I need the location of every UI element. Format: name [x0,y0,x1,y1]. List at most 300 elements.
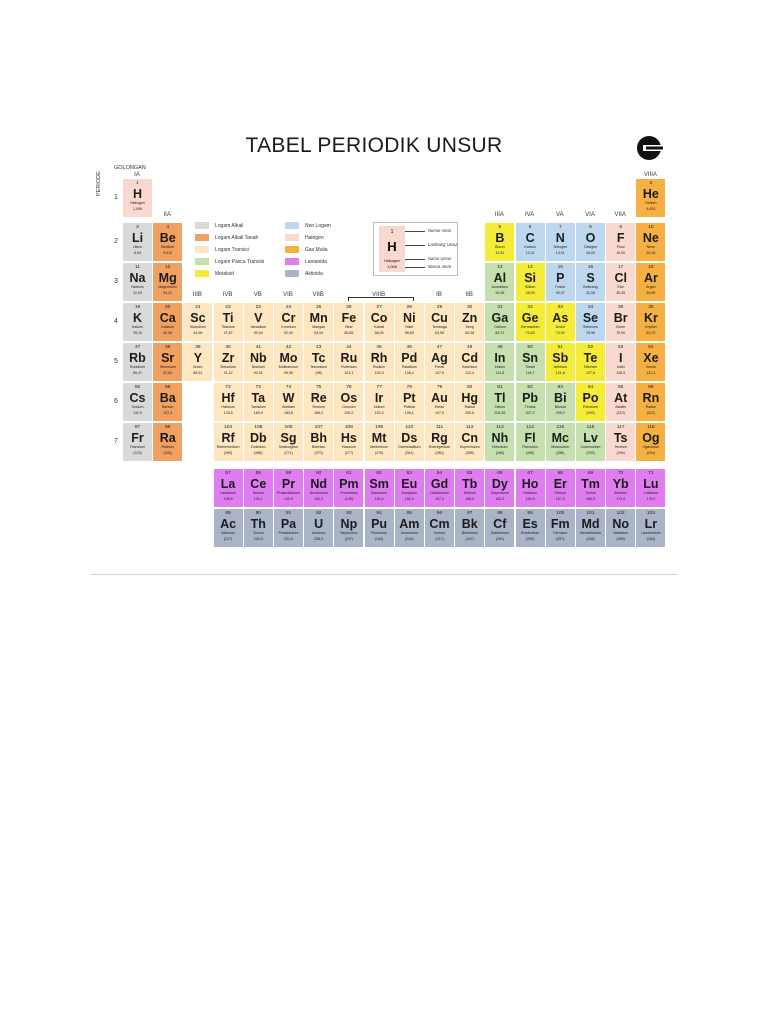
periode-label: PERIODE [96,171,102,196]
element-symbol: Nb [249,351,267,365]
element-symbol: No [612,517,630,531]
group-label-iiib: IIIB [192,292,202,298]
element-number: 35 [618,305,624,310]
element-number: 39 [195,345,201,350]
group-label-viiia: VIIIA [643,172,657,178]
element-symbol: Lr [644,517,658,531]
element-cell-se [576,303,605,341]
group-label-va: VA [556,212,564,218]
element-number: 5 [498,225,502,230]
element-number: 10 [648,225,654,230]
element-cell-np [334,509,363,547]
element-mass: 168,9 [586,497,595,501]
key-label-nomor-atom: Nomor Atom [428,228,452,233]
element-number: 113 [496,425,504,430]
element-mass: 55,85 [344,331,354,335]
element-name: Renium [312,405,325,409]
element-mass: (265) [223,451,233,455]
element-mass: 102,9 [374,371,384,375]
element-name: Silikon [524,285,536,289]
element-mass: 88,91 [193,371,203,375]
element-number: 20 [165,305,171,310]
element-number: 63 [406,471,412,476]
element-mass: 140,9 [284,497,293,501]
element-name: Teknesium [310,365,328,369]
legend-swatch [285,270,299,277]
legend-swatch [285,222,299,229]
group-label-vib: VIB [283,292,293,298]
element-mass: 19,00 [616,251,626,255]
legend-item [195,270,234,278]
legend-label: Logam Pasca Transisi [215,259,265,265]
element-number: 7 [558,225,562,230]
element-name: Indium [494,365,506,369]
element-name: Oganeson [642,445,660,449]
key-pointer-line [405,245,425,246]
element-mass: (222) [646,411,656,415]
element-mass: 101,1 [344,371,354,375]
element-cell-fm [546,509,575,547]
element-name: Magnesium [158,285,177,289]
element-cell-i [606,343,635,381]
element-mass: 132,9 [133,411,142,415]
element-name: Neodimium [309,491,328,495]
element-name: Berkelium [461,531,478,535]
element-cell-nb [244,343,273,381]
element-name: Skandium [189,325,206,329]
element-mass: 20,18 [646,251,656,255]
element-name: Vanadium [250,325,267,329]
element-name: Flerovium [522,445,538,449]
element-symbol: He [642,187,659,201]
element-mass: 164,9 [525,497,535,501]
element-mass: 85,47 [133,371,142,375]
element-number: 82 [527,385,533,390]
element-number: 80 [467,385,473,390]
element-mass: 173,0 [616,497,626,501]
element-symbol: Rf [221,431,235,445]
element-mass: 28,09 [525,291,535,295]
element-symbol: Ag [431,351,448,365]
element-mass: 178,5 [223,411,233,415]
element-mass: (294) [646,451,656,455]
element-name: Germanium [520,325,540,329]
element-mass: 9,012 [163,251,173,255]
element-cell-re [304,383,333,421]
element-number: 29 [436,305,443,310]
element-number: 71 [648,471,654,476]
element-cell-rg [425,423,454,461]
legend-swatch [195,270,209,277]
element-cell-na [123,263,152,301]
element-cell-yb [606,469,635,507]
element-symbol: Nh [491,431,509,445]
element-cell-ag [425,343,454,381]
element-number: 50 [527,345,533,350]
element-mass: 232,0 [253,537,263,541]
element-mass: (289) [525,451,535,455]
element-number: 48 [467,345,473,350]
element-mass: (258) [586,537,595,541]
key-label-nama-unsur: Nama Unsur [428,256,452,261]
legend-item [285,270,323,278]
element-symbol: Rn [642,391,660,405]
element-cell-sm [365,469,394,507]
element-number: 1 [136,181,139,186]
element-cell-ho [516,469,545,507]
period-label-2: 2 [114,238,118,245]
element-name: Nobelium [613,531,629,535]
element-symbol: Og [642,431,660,445]
element-mass: (277) [344,451,354,455]
element-number: 17 [618,265,624,270]
element-name: Tenesin [614,445,627,449]
element-name: Kadmium [462,365,478,369]
element-cell-bk [455,509,484,547]
element-number: 23 [255,305,261,310]
element-cell-cd [455,343,484,381]
legend-item [195,246,249,254]
element-name: Erbium [554,491,566,495]
element-number: 21 [195,305,201,310]
element-name: Neptunium [340,531,358,535]
element-mass: 200,6 [465,411,475,415]
element-cell-n [546,223,575,261]
element-number: 85 [618,385,624,390]
element-cell-pb [516,383,545,421]
element-mass: (294) [616,451,625,455]
element-cell-fe [334,303,363,341]
element-symbol: O [585,231,596,245]
element-mass: 40,08 [163,331,173,335]
element-symbol: Cr [281,311,296,325]
element-name: Klor [617,285,624,289]
element-cell-ts [606,423,635,461]
element-symbol: Bk [461,517,478,531]
element-name: Serium [252,491,264,495]
element-symbol: Ir [374,391,384,405]
element-name: Fransium [130,445,145,449]
element-number: 37 [134,345,141,350]
element-symbol: Ga [491,311,509,325]
element-name: Tembaga [432,325,447,329]
element-cell-cm [425,509,454,547]
element-cell-au [425,383,454,421]
element-symbol: Mc [551,431,569,445]
key-mass: 1,008 [387,265,397,269]
element-mass: 150,4 [374,497,384,501]
element-cell-kr [636,303,665,341]
element-symbol: Mo [279,351,298,365]
element-cell-sb [546,343,575,381]
periodic-table-document [90,126,678,575]
element-cell-tb [455,469,484,507]
element-cell-rf [214,423,243,461]
element-number: 106 [284,425,293,430]
page-title: TABEL PERIODIK UNSUR [245,134,503,157]
element-symbol: Es [522,517,538,531]
element-symbol: Sr [161,351,175,365]
element-cell-ta [244,383,273,421]
element-mass: (247) [465,537,474,541]
element-mass: 87,62 [163,371,173,375]
element-name: Aluminium [491,285,509,289]
element-number: 117 [616,425,625,430]
element-cell-ni [395,303,424,341]
element-mass: 65,38 [465,331,475,335]
element-mass: 54,94 [314,331,324,335]
element-number: 41 [255,345,261,350]
element-name: Rutherfordium [216,445,240,449]
element-number: 76 [346,385,352,390]
element-symbol: Tl [494,391,506,405]
element-number: 51 [557,345,563,350]
element-number: 15 [557,265,563,270]
element-symbol: Cn [461,431,479,445]
element-cell-no [606,509,635,547]
element-name: Iterbium [614,491,628,495]
element-number: 90 [255,511,261,516]
element-cell-cl [606,263,635,301]
element-symbol: Ca [159,311,176,325]
element-name: Prometium [340,491,358,495]
element-symbol: Ho [521,477,539,491]
element-name: Protaktinium [278,531,299,535]
element-number: 94 [376,511,382,516]
element-number: 42 [285,345,292,350]
element-mass: 10,81 [495,251,505,255]
element-number: 62 [376,471,382,476]
element-name: Nitrogen [553,245,568,249]
element-number: 24 [285,305,292,310]
element-name: Antimon [553,365,567,369]
element-symbol: F [616,231,625,245]
element-cell-th [244,509,273,547]
element-number: 89 [225,511,231,516]
element-number: 57 [225,471,231,476]
element-mass: 63,55 [435,331,444,335]
key-number: 1 [390,229,394,235]
element-cell-he [636,179,665,217]
element-cell-fr [123,423,152,461]
element-name: Terbium [463,491,477,495]
element-name: Rodium [372,365,386,369]
element-cell-rb [123,343,152,381]
element-symbol: Cl [614,271,627,285]
element-number: 4 [166,225,170,230]
element-name: Kurium [433,531,446,535]
legend-label: Gas Mulia [305,247,328,253]
element-name: Bismut [554,405,566,409]
element-number: 83 [557,385,563,390]
element-mass: 91,22 [223,371,233,375]
legend-item [195,258,264,266]
element-number: 26 [346,305,352,310]
element-cell-hf [214,383,243,421]
element-symbol: Bi [554,391,567,405]
element-name: Telurium [583,365,598,369]
element-mass: 32,06 [586,291,595,295]
element-symbol: Te [583,351,598,365]
element-number: 95 [406,511,412,516]
element-name: Selenium [583,325,598,329]
element-cell-w [274,383,303,421]
element-number: 2 [649,181,653,186]
element-number: 78 [406,385,412,390]
element-name: Hidrogen [130,201,145,205]
element-mass: 195,1 [404,411,414,415]
group-label-ib: IB [436,292,442,298]
element-number: 75 [316,385,322,390]
element-cell-pu [365,509,394,547]
element-number: 18 [648,265,654,270]
element-symbol: Tb [462,477,478,491]
element-mass: 35,45 [616,291,626,295]
element-symbol: Fm [550,517,570,531]
element-number: 93 [346,511,352,516]
element-mass: (280) [435,451,444,455]
element-symbol: C [525,231,535,245]
element-symbol: Ar [643,271,658,285]
element-cell-fl [516,423,545,461]
period-label-1: 1 [114,194,118,201]
element-name: Kalium [132,325,143,329]
element-symbol: Fl [524,431,536,445]
element-symbol: Pt [403,391,416,405]
element-number: 53 [618,345,624,350]
element-symbol: Hg [461,391,479,405]
element-mass: (251) [495,537,505,541]
element-name: Disprosium [490,491,509,495]
element-cell-cr [274,303,303,341]
element-cell-al [485,263,514,301]
element-symbol: U [314,517,324,531]
element-number: 34 [587,305,594,310]
element-cell-pa [274,509,303,547]
key-symbol: H [387,239,397,254]
element-number: 56 [165,385,171,390]
element-name: Radium [161,445,174,449]
element-number: 79 [436,385,443,390]
element-cell-co [365,303,394,341]
element-name: Berilium [161,245,175,249]
element-symbol: Na [129,271,146,285]
element-mass: (293) [586,451,595,455]
element-symbol: Ba [159,391,176,405]
element-symbol: Xe [643,351,659,365]
element-name: Talium [494,405,506,409]
element-name: Paladium [401,365,417,369]
element-cell-zn [455,303,484,341]
element-mass: 209,0 [555,411,565,415]
element-symbol: Cf [493,517,507,531]
element-cell-nd [304,469,333,507]
element-cell-b [485,223,514,261]
element-mass: 4,003 [646,207,656,211]
element-name: Emas [434,405,445,409]
element-number: 49 [497,345,503,350]
element-symbol: Po [582,391,599,405]
element-mass: 95,96 [284,371,293,375]
element-symbol: Pa [280,517,297,531]
element-number: 96 [436,511,443,516]
element-cell-gd [425,469,454,507]
element-cell-os [334,383,363,421]
element-mass: 14,01 [555,251,565,255]
element-cell-c [516,223,545,261]
element-mass: 47,87 [223,331,233,335]
legend-swatch [195,222,209,229]
element-cell-ds [395,423,424,461]
key-label-massa-atom: Massa Atom [428,264,452,269]
element-name: Brom [616,325,625,329]
element-name: Rutenium [341,365,357,369]
element-mass: (271) [284,451,293,455]
legend-label: Logam Transisi [215,247,249,253]
element-mass: (276) [374,451,384,455]
element-symbol: Y [193,351,203,365]
element-mass: 207,2 [525,411,535,415]
element-cell-ar [636,263,665,301]
element-mass: (210) [616,411,625,415]
element-name: Radon [645,405,657,409]
group-label-viia: VIIA [614,212,626,218]
element-cell-eu [395,469,424,507]
element-mass: (223) [133,451,142,455]
element-symbol: Br [613,311,628,325]
element-symbol: Ts [613,431,628,445]
element-symbol: Li [131,231,144,245]
element-symbol: Tc [311,351,326,365]
element-number: 3 [136,225,139,230]
group-label-iia: IIA [163,212,171,218]
element-mass: (243) [405,537,414,541]
element-number: 112 [465,425,474,430]
element-number: 72 [225,385,231,390]
element-mass: 175,0 [646,497,656,501]
element-number: 86 [648,385,654,390]
element-name: Tantalum [251,405,266,409]
legend [195,222,365,282]
element-symbol: Bh [310,431,328,445]
element-symbol: I [618,351,623,365]
element-mass: 190,2 [344,411,354,415]
element-cell-pr [274,469,303,507]
element-name: Lantanum [220,491,237,495]
element-name: Osmium [342,405,356,409]
legend-swatch [195,246,209,253]
element-mass: 144,2 [314,497,324,501]
element-cell-ra [153,423,182,461]
element-name: Neon [646,245,656,249]
element-mass: (209) [586,411,595,415]
element-name: Amerisium [400,531,418,535]
element-cell-ga [485,303,514,341]
element-mass: 72,63 [525,331,535,335]
element-name: Holmium [523,491,538,495]
element-name: Platina [403,405,415,409]
element-symbol: Au [431,391,448,405]
element-number: 105 [254,425,263,430]
element-cell-bh [304,423,333,461]
element-number: 54 [648,345,654,350]
element-symbol: In [494,351,506,365]
element-mass: (268) [254,451,263,455]
element-number: 99 [527,511,533,516]
element-number: 13 [497,265,503,270]
element-symbol: Kr [643,311,658,325]
element-symbol: Mg [158,271,177,285]
